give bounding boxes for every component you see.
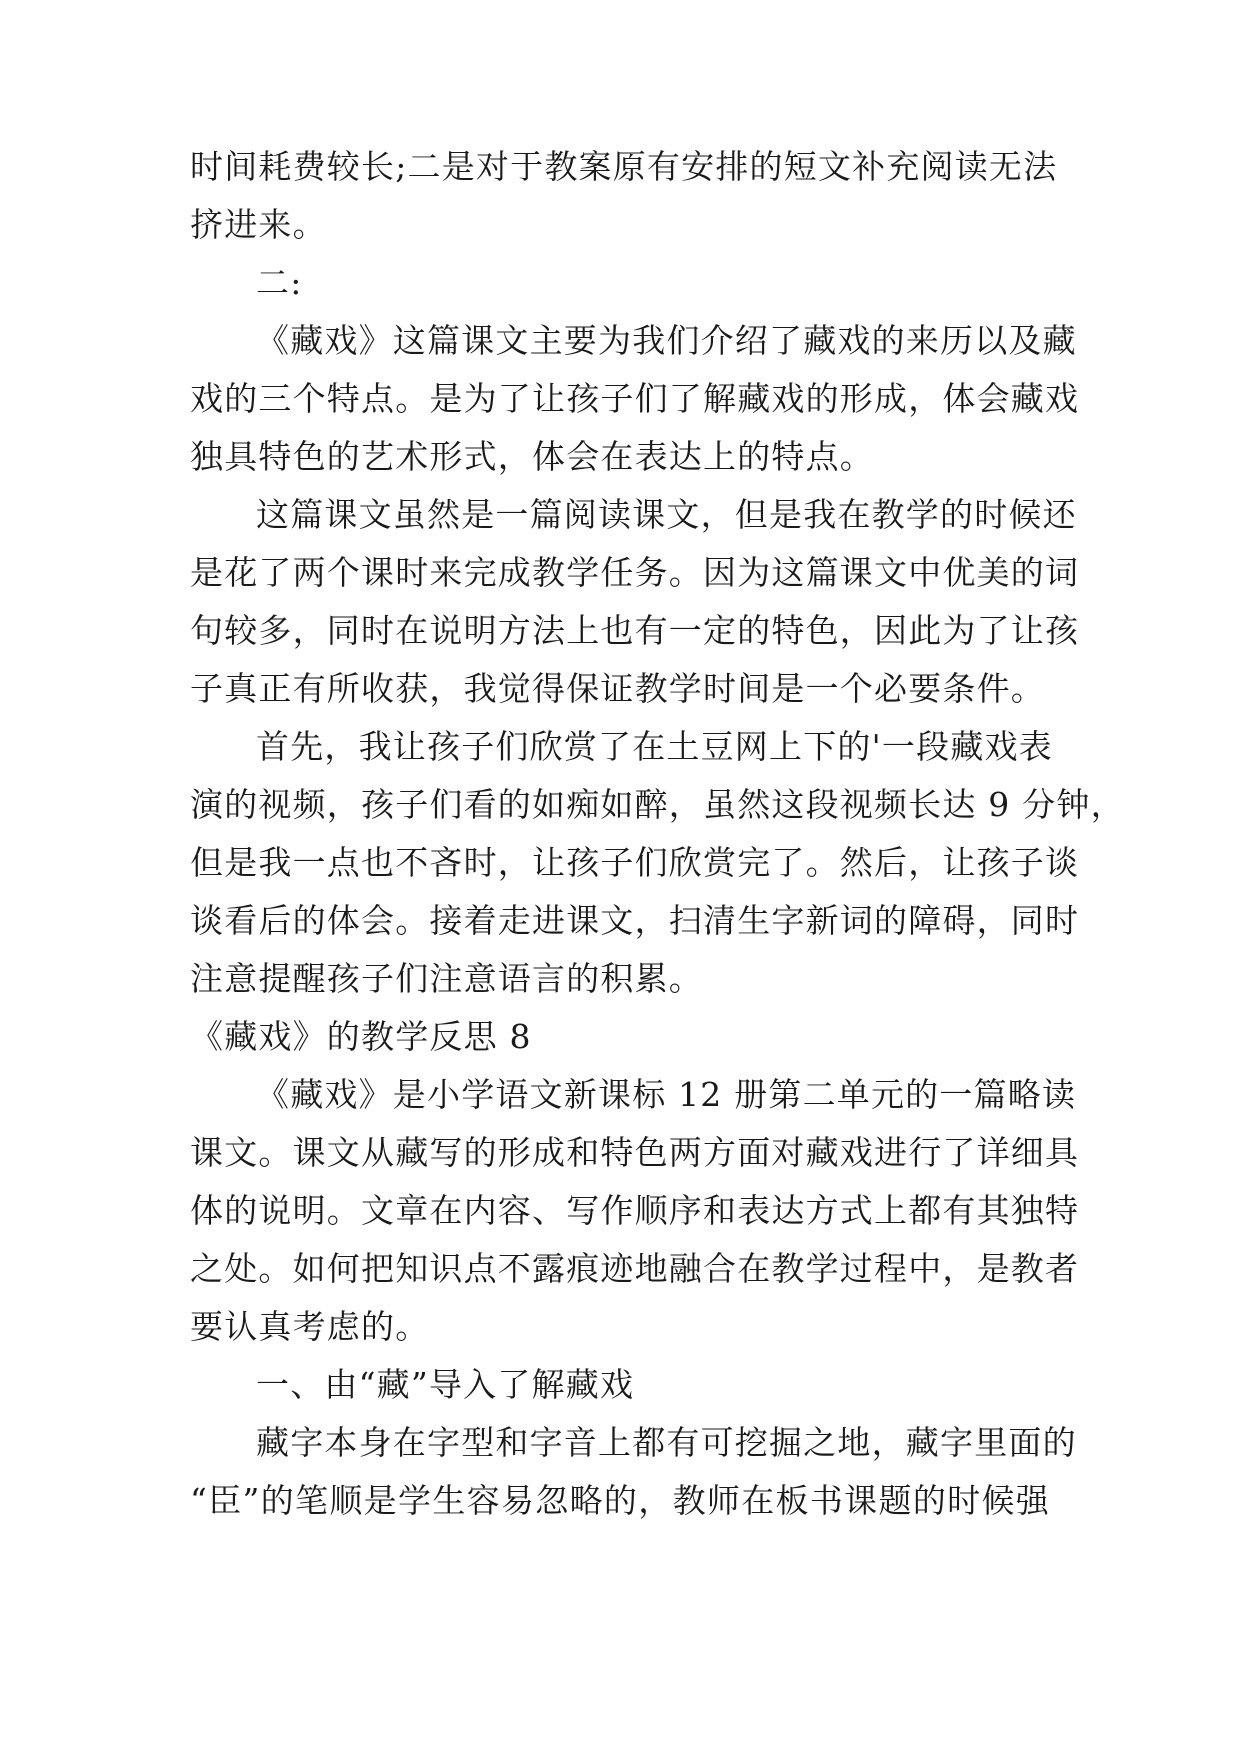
text-line: 是花了两个课时来完成教学任务。因为这篇课文中优美的词 [190, 553, 1080, 592]
text-line: 挤进来。 [190, 205, 327, 244]
text-line: 演的视频，孩子们看的如痴如醉，虽然这段视频长达 9 分钟， [190, 785, 1125, 824]
text-line: 体的说明。文章在内容、写作顺序和表达方式上都有其独特 [190, 1191, 1080, 1230]
text-line: 但是我一点也不吝时，让孩子们欣赏完了。然后，让孩子谈 [190, 843, 1080, 882]
text-line: “臣”的笔顺是学生容易忽略的，教师在板书课题的时候强 [190, 1481, 1050, 1520]
text-line: 首先，我让孩子们欣赏了在土豆网上下的'一段藏戏表 [256, 727, 1053, 766]
subsection-heading: 一、由“藏”导入了解藏戏 [256, 1365, 635, 1404]
text-line: 要认真考虑的。 [190, 1307, 430, 1346]
text-line: 之处。如何把知识点不露痕迹地融合在教学过程中，是教者 [190, 1249, 1080, 1288]
text-line: 藏字本身在字型和字音上都有可挖掘之地，藏字里面的 [256, 1423, 1077, 1462]
text-line: 戏的三个特点。是为了让孩子们了解藏戏的形成，体会藏戏 [190, 379, 1080, 418]
section-heading: 《藏戏》的教学反思 8 [190, 1017, 532, 1056]
text-line: 子真正有所收获，我觉得保证教学时间是一个必要条件。 [190, 669, 1045, 708]
text-line: 独具特色的艺术形式，体会在表达上的特点。 [190, 437, 874, 476]
text-line: 时间耗费较长;二是对于教案原有安排的短文补充阅读无法 [190, 147, 1058, 186]
text-line: 这篇课文虽然是一篇阅读课文，但是我在教学的时候还 [256, 495, 1077, 534]
section-number: 二: [256, 263, 303, 302]
text-line: 《藏戏》是小学语文新课标 12 册第二单元的一篇略读 [256, 1075, 1077, 1114]
text-line: 课文。课文从藏写的形成和特色两方面对藏戏进行了详细具 [190, 1133, 1080, 1172]
text-line: 注意提醒孩子们注意语言的积累。 [190, 959, 703, 998]
text-line: 《藏戏》这篇课文主要为我们介绍了藏戏的来历以及藏 [256, 321, 1077, 360]
text-line: 谈看后的体会。接着走进课文，扫清生字新词的障碍，同时 [190, 901, 1080, 940]
text-line: 句较多，同时在说明方法上也有一定的特色，因此为了让孩 [190, 611, 1080, 650]
